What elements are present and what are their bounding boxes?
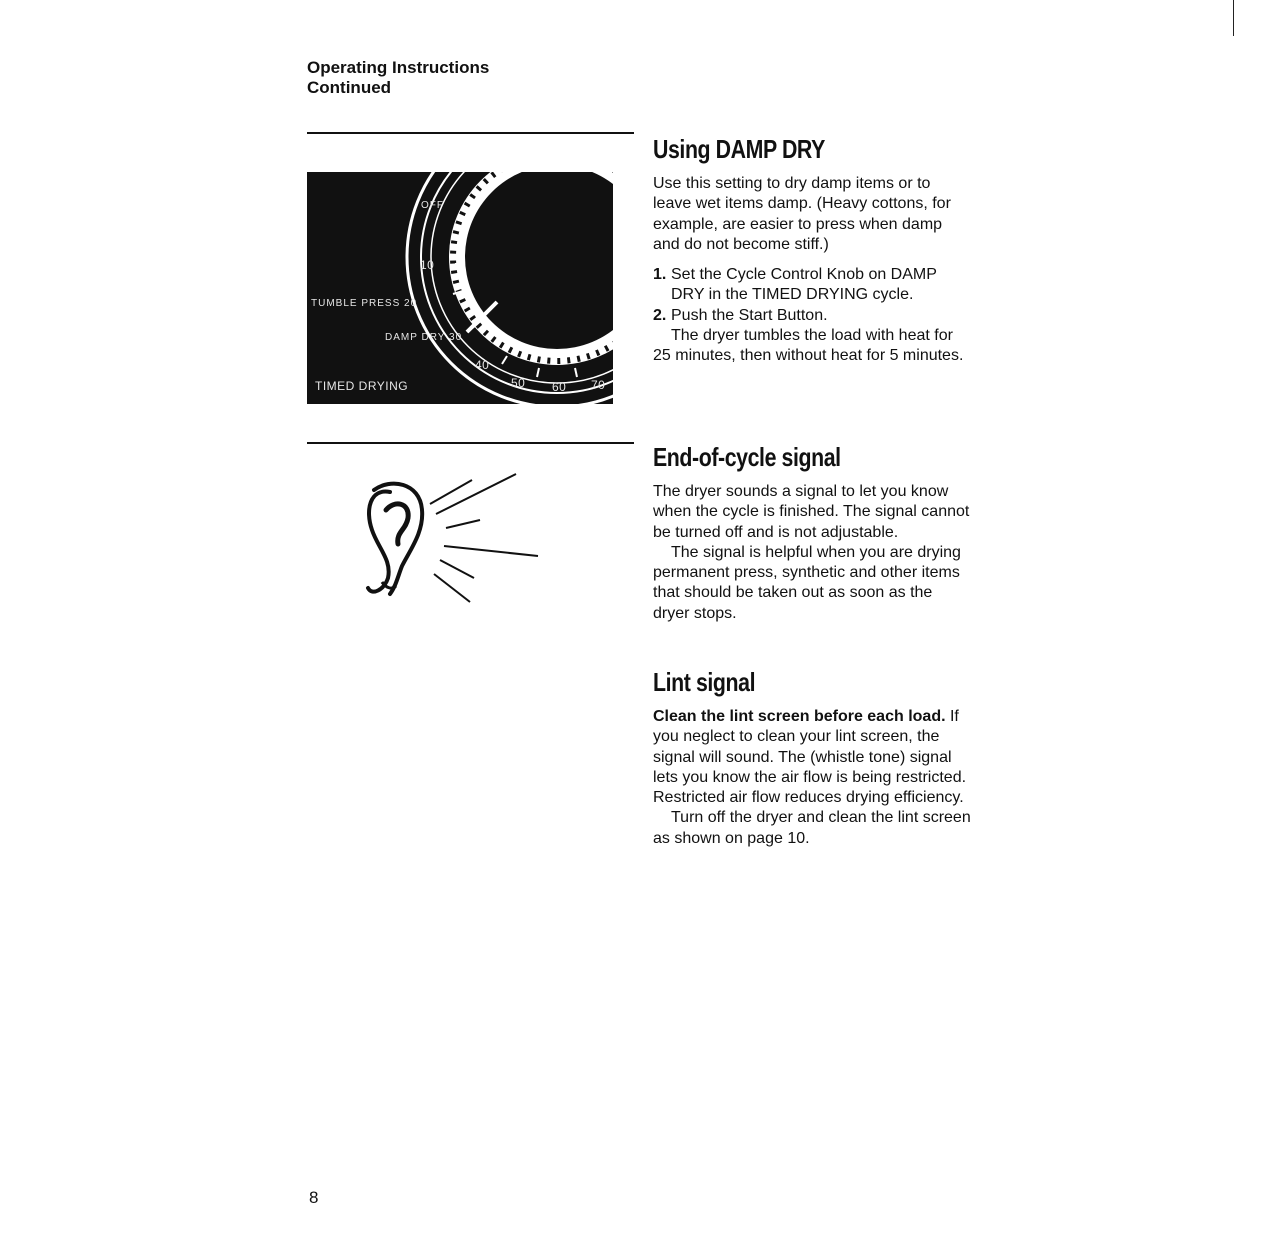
section-lint-signal (653, 667, 973, 849)
paragraph (653, 707, 973, 808)
dial-label-50: 50 (511, 376, 526, 390)
section-title: End-of-cycle signal (653, 442, 841, 472)
section-damp-dry (653, 134, 973, 367)
step-item (653, 306, 973, 326)
section-end-of-cycle (653, 442, 973, 624)
dial-label-10: 10 (420, 258, 435, 272)
header-title: Operating Instructions (307, 58, 490, 77)
bold-lead: Clean the lint screen before each load. (653, 708, 946, 725)
paragraph: The dryer sounds a signal to let you know when the cycle is finished. The signal cannot be turned off and is not adjustable. (653, 483, 970, 541)
paragraph-rest: If you neglect to clean your lint screen, the signal will sound. The (whistle tone) signal lets you know the air flow is being restricted. Restricted air flow reduces drying efficiency. (653, 708, 967, 807)
ear-sound-icon (360, 470, 550, 615)
step-number: 2. (653, 306, 667, 324)
dial-label-tumble-press: TUMBLE PRESS 20 (311, 298, 418, 309)
dryer-knob-icon (307, 172, 613, 404)
paragraph: The dryer tumbles the load with heat for 25 minutes, then without heat for 5 minutes. (653, 327, 964, 365)
paragraph: Turn off the dryer and clean the lint screen as shown on page 10. (653, 809, 971, 847)
dial-label-off: OFF (421, 200, 444, 211)
margin-line (1233, 0, 1234, 36)
paragraph: The signal is helpful when you are drying permanent press, synthetic and other items that should be taken out as soon as the dryer stops. (653, 543, 961, 622)
step-item (653, 265, 973, 306)
section-divider (307, 132, 634, 134)
dial-label-60: 60 (552, 380, 567, 394)
header-subtitle: Continued (307, 78, 392, 97)
section-title: Lint signal (653, 667, 756, 697)
dial-label-70: 70 (591, 378, 606, 392)
dial-label-40: 40 (475, 358, 490, 372)
step-text: Set the Cycle Control Knob on DAMP DRY in the TIMED DRYING cycle. (671, 266, 937, 304)
section-intro: Use this setting to dry damp items or to leave wet items damp. (Heavy cottons, for example, are easier to press when damp and do not become stiff.) (653, 175, 951, 253)
page-header (307, 58, 489, 98)
step-number: 1. (653, 266, 667, 284)
step-text: Push the Start Button. (671, 306, 828, 324)
cycle-dial-illustration (307, 172, 613, 404)
page-number: 8 (309, 1188, 319, 1207)
dial-label-timed-drying: TIMED DRYING (315, 379, 409, 393)
dial-label-damp-dry: DAMP DRY 30 (385, 332, 463, 343)
section-title: Using DAMP DRY (653, 134, 825, 164)
section-divider (307, 442, 634, 444)
